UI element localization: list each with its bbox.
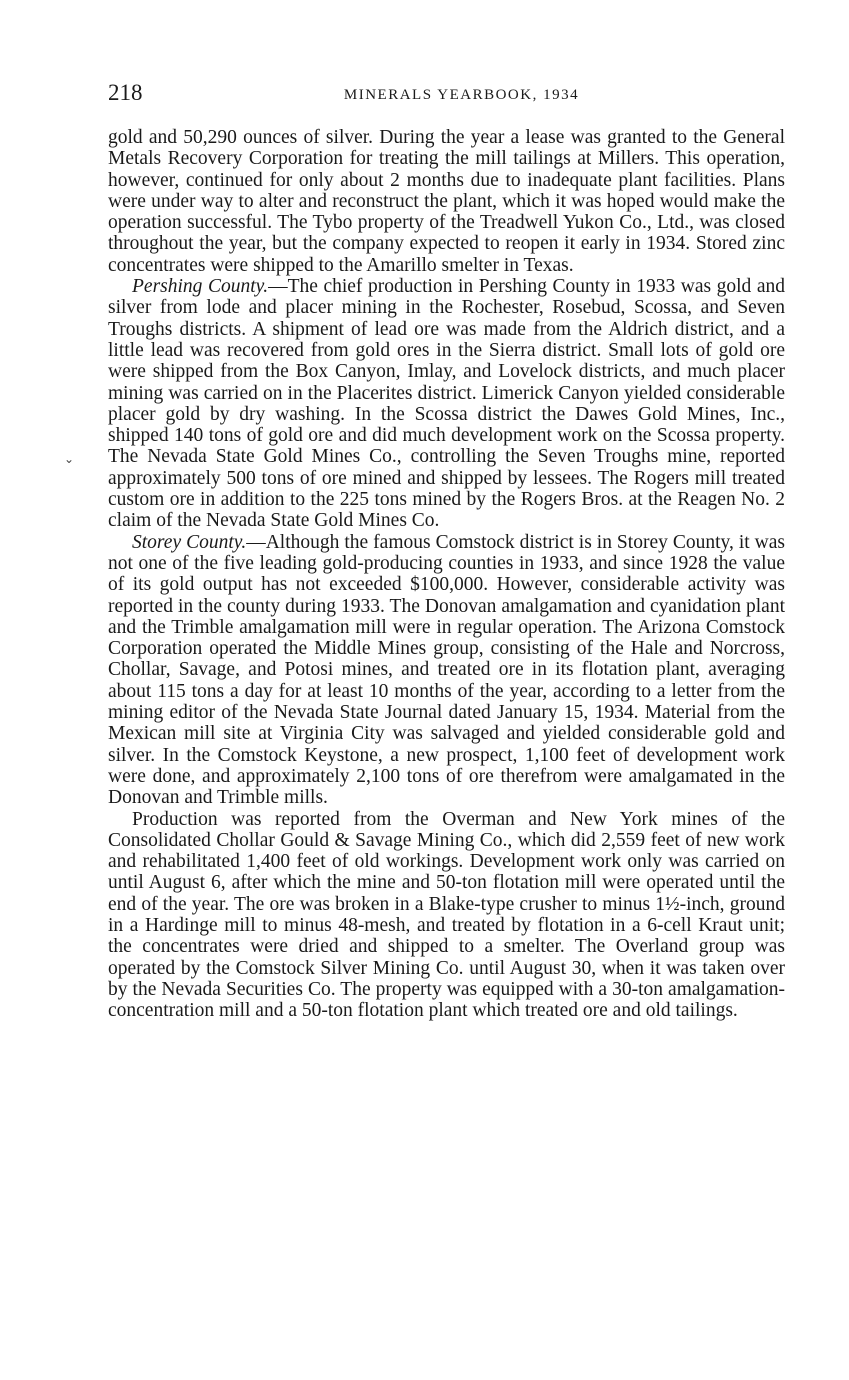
paragraph-pershing-county — [108, 276, 785, 532]
paragraph-lead-in: Pershing County. — [132, 276, 269, 298]
paragraph-text: —Although the famous Comstock district is in Storey County, it was not one of the five leading gold-producing counties in 1933, and since 1928 the value of its gold output has not exceeded $100,000. However, considerable activity was reported in the county during 1933. The Donovan amalgamation and cyanidation plant and the Trimble amalgamation mill were in regular operation. The Arizona Comstock Corporation operated the Middle Mines group, consisting of the Hale and Norcross, Chollar, Savage, and Potosi mines, and treated ore in its flotation plant, averaging about 115 tons a day for at least 10 months of the year, according to a letter from the mining editor of the Nevada State Journal dated January 15, 1934. Material from the Mexican mill site at Virginia City was salvaged and yielded considerable gold and silver. In the Comstock Keystone, a new prospect, 1,100 feet of development work were done, and approximately 2,100 tons of ore therefrom were amalgamated in the Donovan and Trimble mills. — [108, 531, 785, 809]
paragraph-text: gold and 50,290 ounces of silver. During the year a lease was granted to the General Metals Recovery Corporation for treating the mill tailings at Millers. This operation, however, continued for only about 2 months due to inadequate plant facilities. Plans were under way to alter and reconstruct the plant, which it was hoped would make the operation successful. The Tybo property of the Treadwell Yukon Co., Ltd., was closed throughout the year, but the company expected to reopen it early in 1934. Stored zinc concentrates were shipped to the Amarillo smelter in Texas. — [108, 127, 785, 276]
running-head: MINERALS YEARBOOK, 1934 — [343, 87, 580, 103]
paragraph-lead-in: Storey County. — [132, 531, 247, 553]
paragraph-text: Production was reported from the Overman and New York mines of the Consolidated Chollar Gould & Savage Mining Co., which did 2,559 feet of new work and rehabilitated 1,400 feet of old workings. Development work only was carried on until August 6, after which the mine and 50-ton flotation mill were operated until the end of the year. The ore was broken in a Blake-type crusher to minus 1½-inch, ground in a Hardinge mill to minus 48-mesh, and treated by flotation in a 6-cell Kraut unit; the concentrates were dried and shipped to a smelter. The Overland group was operated by the Comstock Silver Mining Co. until August 30, when it was taken over by the Nevada Securities Co. The property was equipped with a 30-ton amalgamation-concentration mill and a 50-ton flotation plant which treated ore and old tailings. — [108, 808, 785, 1022]
body-text — [108, 127, 785, 1021]
paragraph-continuation — [108, 127, 785, 276]
margin-mark: ⌄ — [64, 452, 75, 466]
paragraph-text: —The chief production in Pershing County in 1933 was gold and silver from lode and placer mining in the Rochester, Rosebud, Scossa, and Seven Troughs districts. A shipment of lead ore was made from the Aldrich district, and a little lead was recovered from gold ores in the Sierra district. Small lots of gold ore were shipped from the Box Canyon, Imlay, and Lovelock districts, and much placer mining was carried on in the Placerites district. Limerick Canyon yielded considerable placer gold by dry washing. In the Scossa district the Dawes Gold Mines, Inc., shipped 140 tons of gold ore and did much development work on the Scossa property. The Nevada State Gold Mines Co., controlling the Seven Troughs mine, reported approximately 500 tons of ore mined and shipped by lessees. The Rogers mill treated custom ore in addition to the 225 tons mined by the Rogers Bros. at the Reagen No. 2 claim of the Nevada State Gold Mines Co. — [108, 276, 785, 532]
page-header — [108, 80, 785, 110]
paragraph-production — [108, 809, 785, 1022]
page-number: 218 — [108, 80, 143, 105]
paragraph-storey-county — [108, 532, 785, 809]
